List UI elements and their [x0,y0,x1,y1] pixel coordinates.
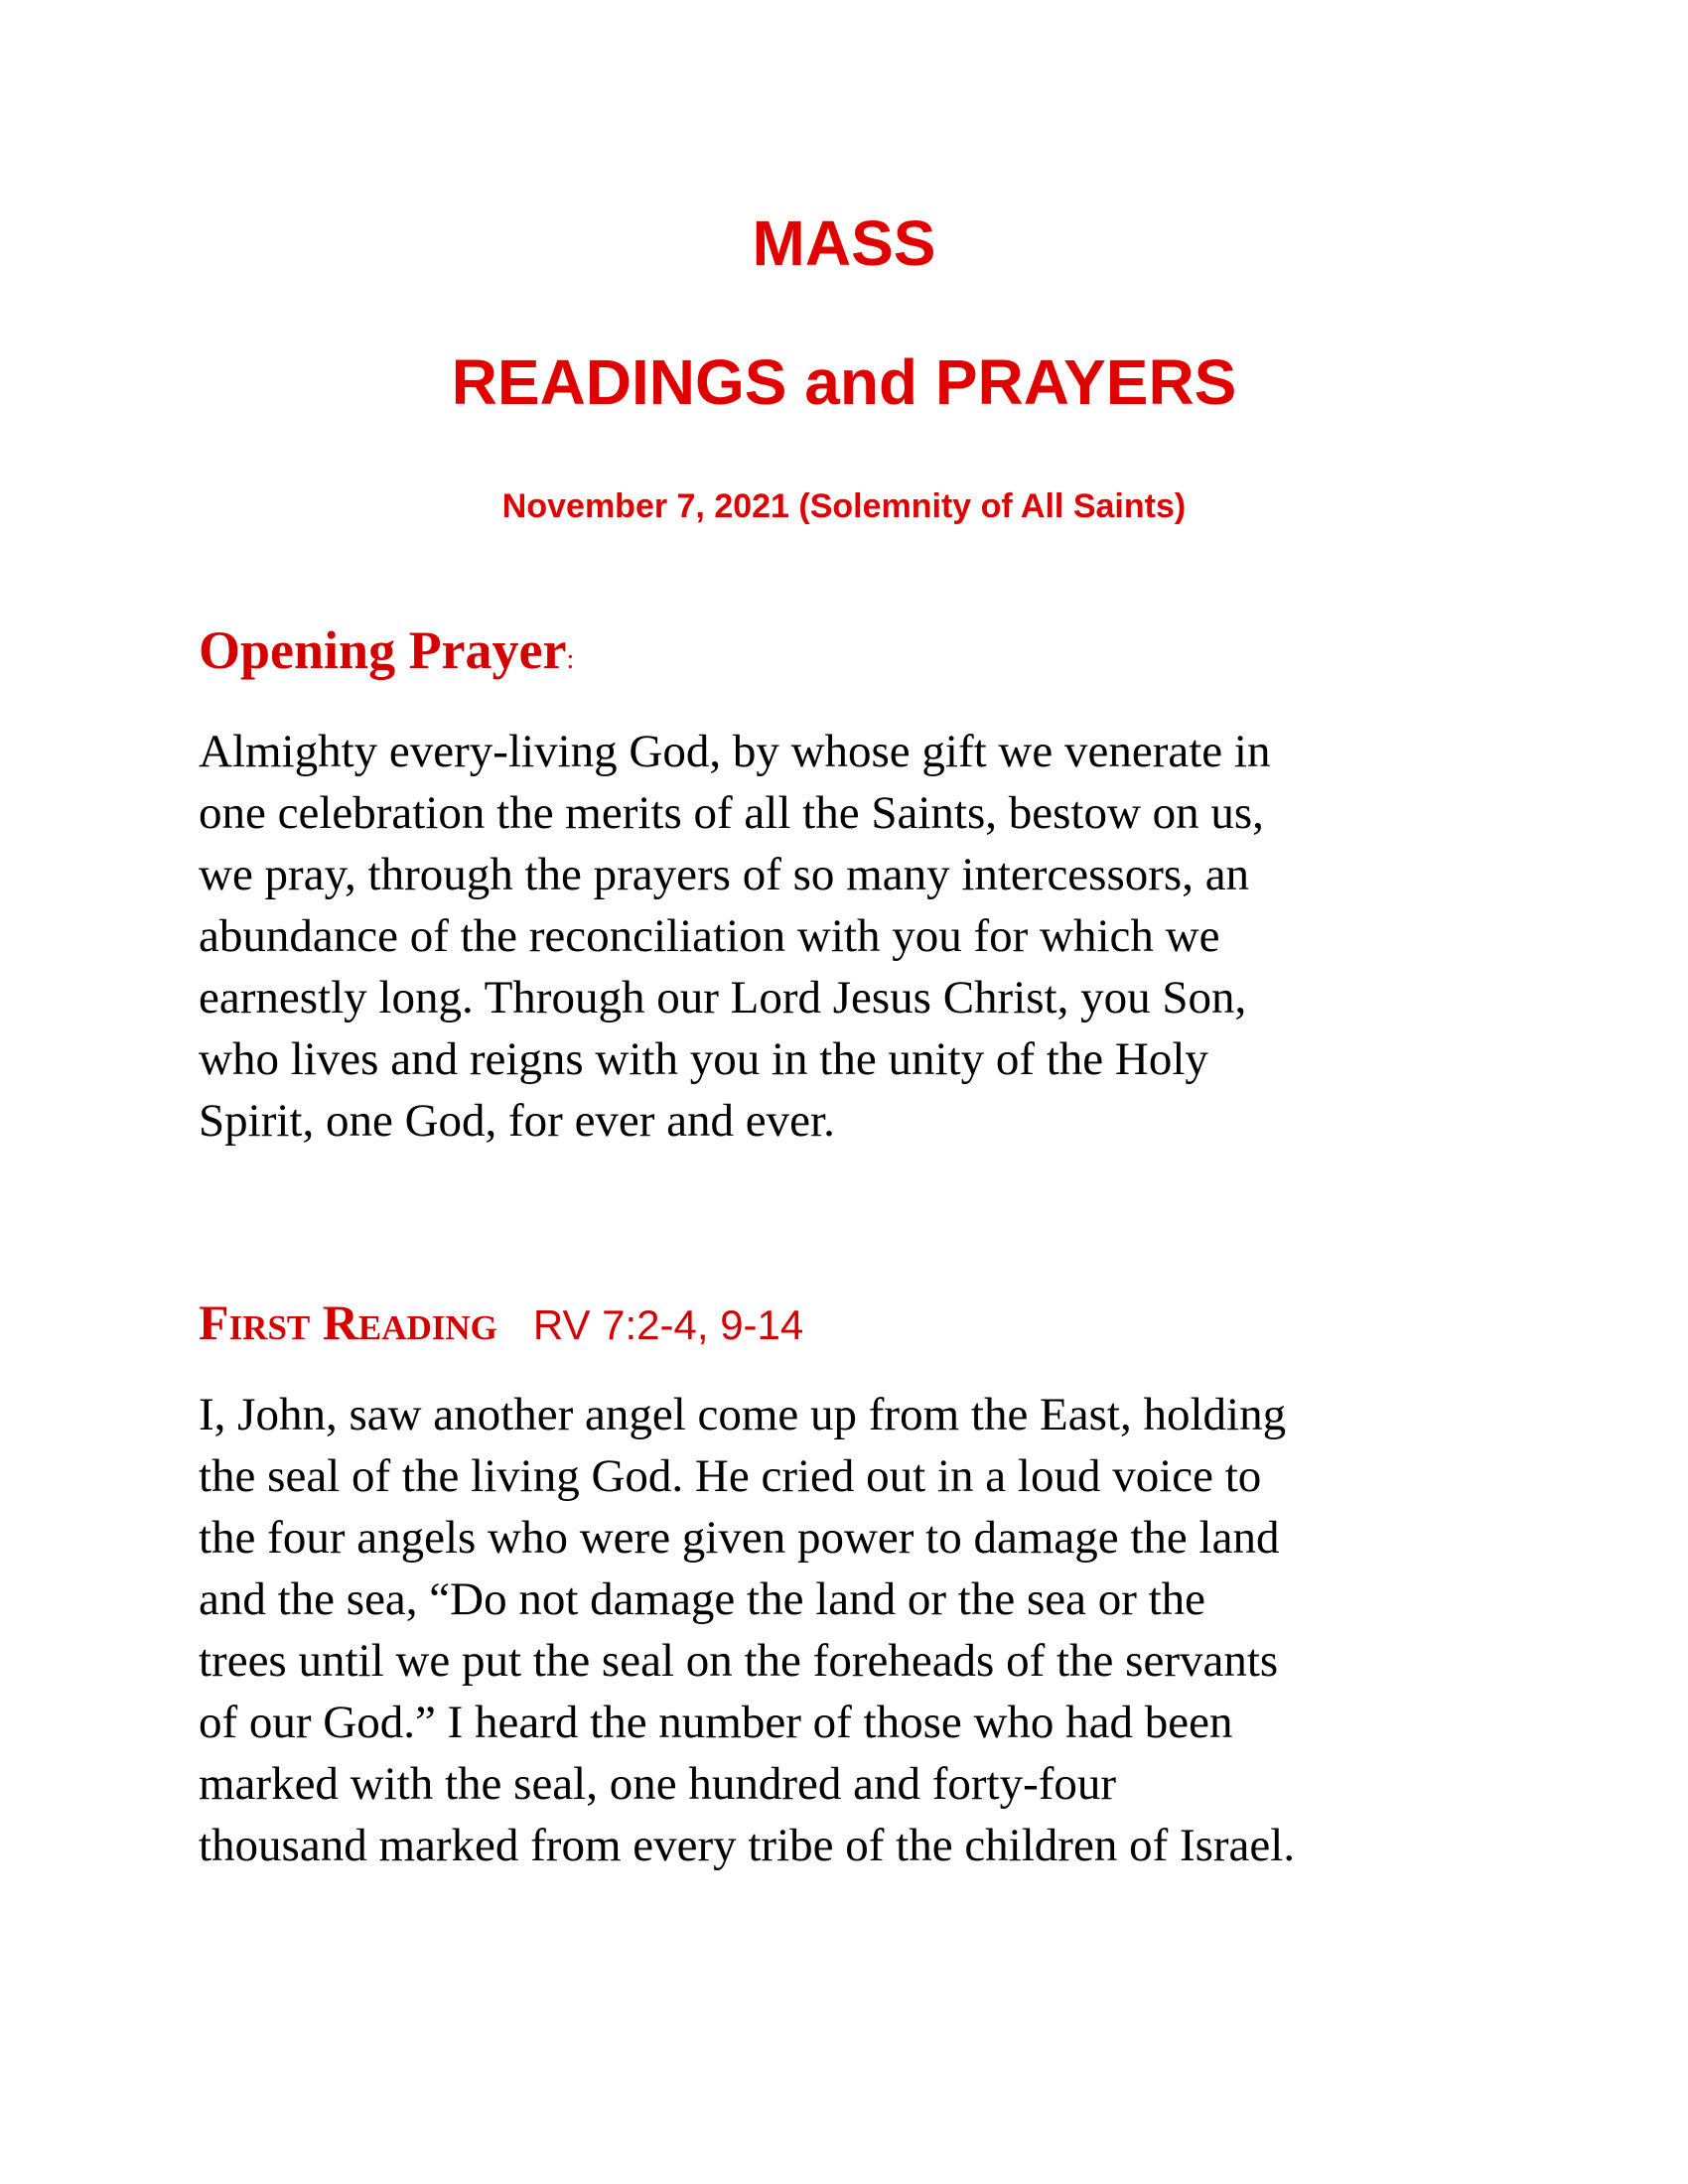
opening-prayer-heading [199,617,574,693]
opening-prayer-line: one celebration the merits of all the Saints, bestow on us, [199,787,1264,839]
first-reading-text [199,1384,1509,1876]
opening-prayer-heading-text: Opening Prayer [199,620,567,680]
page-title: MASS [752,207,936,279]
page-subtitle: READINGS and PRAYERS [451,346,1237,418]
opening-prayer-line: we pray, through the prayers of so many intercessors, an [199,849,1250,900]
first-reading-line: and the sea, “Do not damage the land or the sea or the [199,1573,1206,1625]
first-reading-line: marked with the seal, one hundred and forty-four [199,1758,1117,1810]
first-reading-heading [199,1291,803,1357]
first-reading-line: trees until we put the seal on the foreheads of the servants [199,1635,1279,1687]
opening-prayer-line: earnestly long. Through our Lord Jesus Christ, you Son, [199,972,1247,1024]
opening-prayer-line: Spirit, one God, for ever and ever. [199,1095,835,1147]
opening-prayer-line: abundance of the reconciliation with you for which we [199,910,1220,962]
opening-prayer-line: who lives and reigns with you in the unity of the Holy [199,1033,1208,1085]
opening-prayer-line: Almighty every-living God, by whose gift we venerate in [199,726,1271,777]
first-reading-line: thousand marked from every tribe of the children of Israel. [199,1820,1296,1871]
first-reading-line: the seal of the living God. He cried out in a loud voice to [199,1450,1262,1502]
first-reading-line: I, John, saw another angel come up from the East, holding [199,1389,1287,1440]
first-reading-line: of our God.” I heard the number of those who had been [199,1697,1233,1748]
date-line: November 7, 2021 (Solemnity of All Saints) [501,487,1187,525]
opening-prayer-heading-colon: : [566,644,575,675]
first-reading-heading-text: First Reading [199,1295,497,1350]
first-reading-reference: RV 7:2-4, 9-14 [532,1301,804,1348]
opening-prayer-text [199,721,1509,1152]
first-reading-line: the four angels who were given power to damage the land [199,1512,1280,1564]
